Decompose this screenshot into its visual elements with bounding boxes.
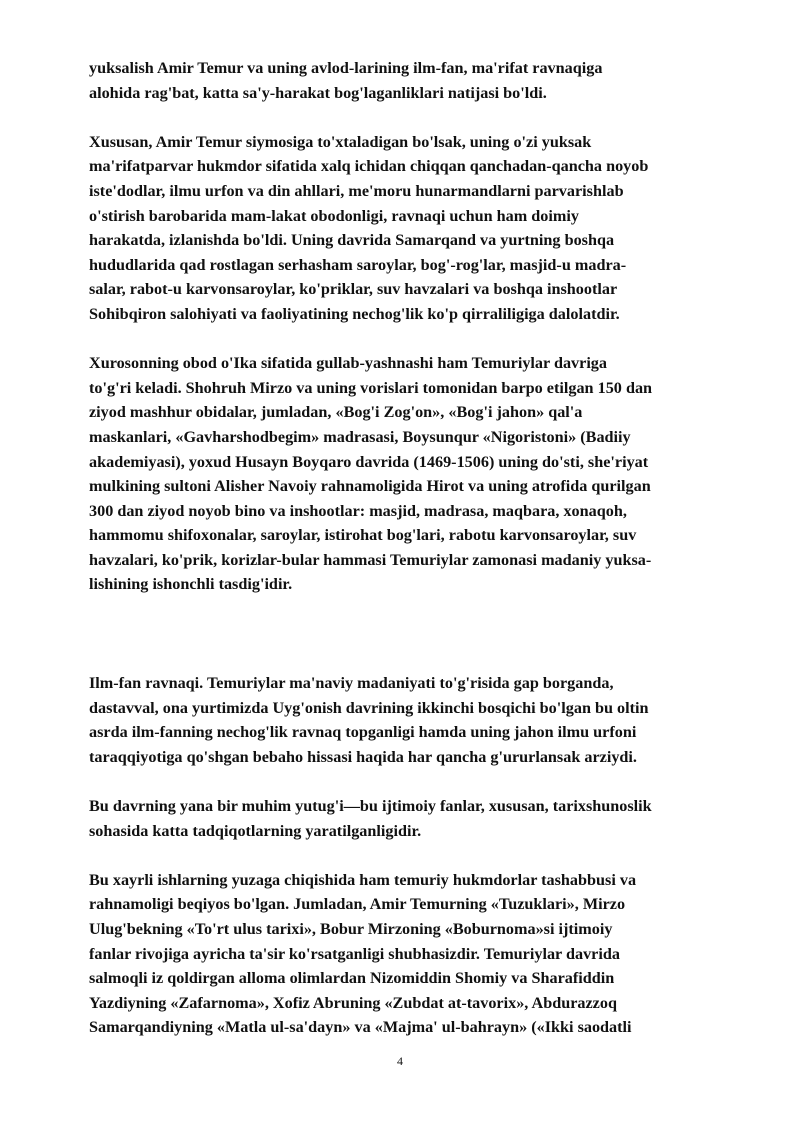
text-line: Xususan, Amir Temur siymosiga to'xtaladigan bo'lsak, uning o'zi yuksak bbox=[89, 132, 592, 151]
text-line: rahnamoligi beqiyos bo'lgan. Jumladan, Amir Temurning «Tuzuklari», Mirzo bbox=[89, 895, 626, 914]
text-line: salar, rabot-u karvonsaroylar, ko'priklar, suv havzalari va boshqa inshootlar bbox=[89, 280, 618, 299]
text-line: yuksalish Amir Temur va uning avlod-larining ilm-fan, ma'rifat ravnaqiga bbox=[89, 59, 603, 77]
text-line: akademiyasi), yoxud Husayn Boyqaro davrida (1469-1506) uning do'sti, she'riyat bbox=[89, 452, 649, 471]
text-line: dastavval, ona yurtimizda Uyg'onish davrining ikkinchi bosqichi bo'lgan bu oltin bbox=[89, 698, 649, 717]
text-line: ziyod mashhur obidalar, jumladan, «Bog'i Zog'on», «Bog'i jahon» qal'a bbox=[89, 403, 583, 422]
text-line: Ulug'bekning «To'rt ulus tarixi», Bobur Mirzoning «Boburnoma»si ijtimoiy bbox=[89, 920, 613, 938]
text-line: mulkining sultoni Alisher Navoiy rahnamoligida Hirot va uning atrofida qurilgan bbox=[89, 477, 651, 496]
text-line: sohasida katta tadqiqotlarning yaratilganligidir. bbox=[89, 821, 422, 840]
text-line: asrda ilm-fanning nechog'lik ravnaq topganligi hamda uning jahon ilmu urfoni bbox=[89, 723, 637, 742]
text-line: hammomu shifoxonalar, saroylar, istirohat bog'lari, rabotu karvonsaroylar, suv bbox=[89, 526, 637, 545]
text-line: Samarqandiyning «Matla ul-sa'dayn» va «Majma' ul-bahrayn» («Ikki saodatli bbox=[89, 1018, 632, 1037]
paragraph bbox=[89, 794, 749, 843]
text-line: Ilm-fan ravnaqi. Temuriylar ma'naviy madaniyati to'g'risida gap borganda, bbox=[89, 674, 614, 693]
text-line: iste'dodlar, ilmu urfon va din ahllari, me'moru hunarmandlarni parvarishlab bbox=[89, 181, 624, 200]
body-text bbox=[89, 56, 749, 1065]
paragraph bbox=[89, 351, 749, 597]
text-line: Sohibqiron salohiyati va faoliyatining nechog'lik ko'p qirraliligiga dalolatdir. bbox=[89, 304, 620, 323]
paragraph bbox=[89, 868, 749, 1040]
text-line: 300 dan ziyod noyob bino va inshootlar: masjid, madrasa, maqbara, xonaqoh, bbox=[89, 501, 627, 520]
text-line: havzalari, ko'prik, korizlar-bular hammasi Temuriylar zamonasi madaniy yuksa- bbox=[89, 550, 652, 569]
text-line: fanlar rivojiga ayricha ta'sir ko'rsatganligi shubhasizdir. Temuriylar davrida bbox=[89, 944, 620, 963]
text-line: Xurosonning obod o'Ika sifatida gullab-yashnashi ham Temuriylar davriga bbox=[89, 354, 607, 373]
text-line: to'g'ri keladi. Shohruh Mirzo va uning vorislari tomonidan barpo etilgan 150 dan bbox=[89, 378, 653, 397]
text-line: Yazdiyning «Zafarnoma», Xofiz Abruning «Zubdat at-tavorix», Abdurazzoq bbox=[89, 993, 617, 1012]
text-line: Bu xayrli ishlarning yuzaga chiqishida ham temuriy hukmdorlar tashabbusi va bbox=[89, 870, 637, 889]
text-line: lishining ishonchli tasdig'idir. bbox=[89, 575, 293, 594]
text-line: hududlarida qad rostlagan serhasham saroylar, bog'-rog'lar, masjid-u madra- bbox=[89, 255, 627, 274]
paragraph bbox=[89, 56, 749, 105]
text-line: ma'rifatparvar hukmdor sifatida xalq ichidan chiqqan qanchadan-qancha noyob bbox=[89, 157, 649, 176]
text-line: maskanlari, «Gavharshodbegim» madrasasi, Boysunqur «Nigoristoni» (Badiiy bbox=[89, 427, 631, 446]
page-number: 4 bbox=[397, 1054, 403, 1068]
paragraph bbox=[89, 130, 749, 327]
paragraph bbox=[89, 671, 749, 769]
text-line: salmoqli iz qoldirgan alloma olimlardan Nizomiddin Shomiy va Sharafiddin bbox=[89, 969, 615, 988]
text-line: alohida rag'bat, katta sa'y-harakat bog'laganliklari natijasi bo'ldi. bbox=[89, 83, 547, 102]
text-line: harakatda, izlanishda bo'ldi. Uning davrida Samarqand va yurtning boshqa bbox=[89, 231, 615, 250]
text-line: taraqqiyotiga qo'shgan bebaho hissasi haqida har qancha g'ururlansak arziydi. bbox=[89, 747, 637, 766]
text-line: o'stirish barobarida mam-lakat obodonligi, ravnaqi uchun ham doimiy bbox=[89, 206, 579, 225]
text-line: Bu davrning yana bir muhim yutug'i—bu ijtimoiy fanlar, xususan, tarixshunoslik bbox=[89, 797, 652, 816]
